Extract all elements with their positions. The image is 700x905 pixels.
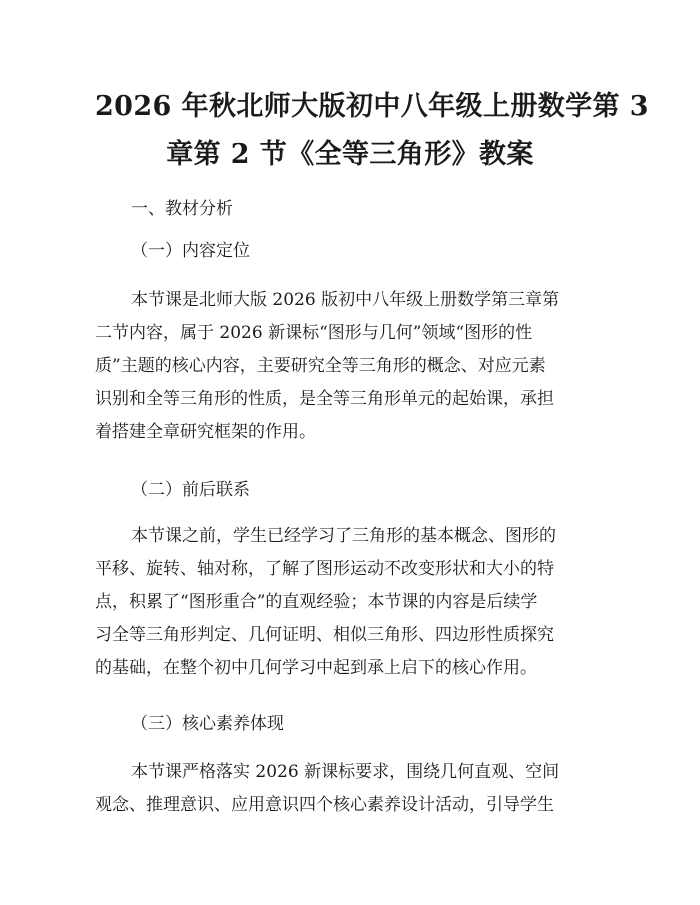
paragraph-core-literacy [95,756,607,822]
paragraph-line: 着搭建全章研究框架的作用。 [95,422,316,442]
paragraph-line: 识别和全等三角形的性质，是全等三角形单元的起始课，承担 [95,389,554,409]
paragraph-line: 的基础，在整个初中几何学习中起到承上启下的核心作用。 [95,658,537,678]
paragraph-line: 二节内容，属于 2026 新课标“图形与几何”领域“图形的性 [95,323,533,343]
paragraph-content-positioning [95,284,607,449]
title-line-1: 2026 年秋北师大版初中八年级上册数学第 3 [95,91,649,122]
paragraph-line: 平移、旋转、轴对称，了解了图形运动不改变形状和大小的特 [95,559,554,579]
paragraph-line: 习全等三角形判定、几何证明、相似三角形、四边形性质探究 [95,625,554,645]
paragraph-line: 本节课是北师大版 2026 版初中八年级上册数学第三章第 [131,290,560,310]
subsection-heading-core-literacy: （三）核心素养体现 [131,714,284,734]
paragraph-line: 质”主题的核心内容，主要研究全等三角形的概念、对应元素 [95,356,546,376]
paragraph-line: 本节课严格落实 2026 新课标要求，围绕几何直观、空间 [131,762,560,782]
title-line-2: 章第 2 节《全等三角形》教案 [166,139,534,170]
subsection-heading-connections: （二）前后联系 [131,480,250,500]
paragraph-line: 本节课之前，学生已经学习了三角形的基本概念、图形的 [131,526,556,546]
document-title [95,83,649,179]
section-heading-teaching-material-analysis: 一、教材分析 [131,199,233,219]
paragraph-line: 观念、推理意识、应用意识四个核心素养设计活动，引导学生 [95,795,554,815]
subsection-heading-content-positioning: （一）内容定位 [131,241,250,261]
paragraph-connections [95,520,607,685]
paragraph-line: 点，积累了“图形重合”的直观经验；本节课的内容是后续学 [95,592,538,612]
